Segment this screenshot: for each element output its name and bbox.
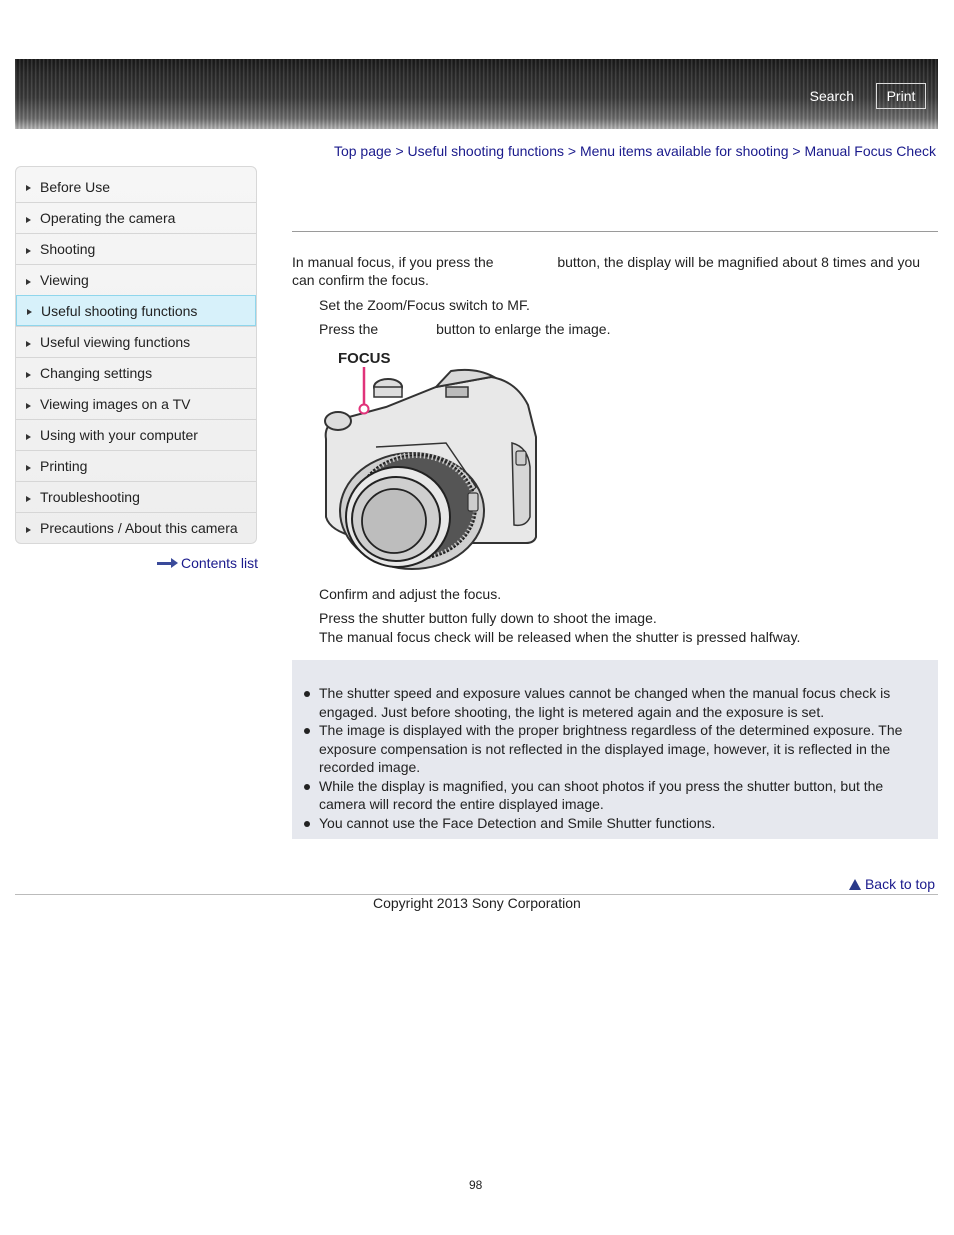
notes-box bbox=[292, 660, 938, 839]
note-item bbox=[292, 777, 938, 814]
triangle-right-icon bbox=[26, 217, 31, 223]
sidebar-item-label: Using with your computer bbox=[40, 427, 198, 443]
focus-callout-label: FOCUS bbox=[338, 350, 391, 367]
triangle-right-icon bbox=[26, 496, 31, 502]
triangle-right-icon bbox=[26, 341, 31, 347]
header-bar bbox=[15, 59, 938, 129]
bullet-icon bbox=[304, 784, 310, 790]
triangle-right-icon bbox=[26, 403, 31, 409]
breadcrumb-separator: > bbox=[395, 143, 404, 159]
breadcrumb-top-page[interactable]: Top page bbox=[333, 143, 392, 159]
back-to-top-label: Back to top bbox=[864, 876, 935, 892]
copyright-text: Copyright 2013 Sony Corporation bbox=[373, 895, 581, 911]
note-item bbox=[292, 684, 938, 721]
note-item bbox=[292, 721, 938, 777]
sidebar-nav bbox=[15, 166, 257, 544]
sidebar-item-label: Operating the camera bbox=[40, 210, 176, 226]
sidebar-item-label: Viewing bbox=[40, 272, 89, 288]
contents-list-link[interactable] bbox=[157, 555, 258, 571]
breadcrumb-separator: > bbox=[567, 143, 577, 159]
sidebar-item-label: Useful shooting functions bbox=[41, 302, 198, 319]
step-4-line-1: Press the shutter button fully down to shoot the image. bbox=[319, 610, 657, 626]
breadcrumb bbox=[334, 143, 936, 159]
sidebar-item-changing-settings[interactable] bbox=[16, 357, 256, 388]
triangle-right-icon bbox=[26, 279, 31, 285]
breadcrumb-useful-shooting-functions[interactable]: Useful shooting functions bbox=[407, 143, 564, 159]
contents-list-label: Contents list bbox=[181, 555, 259, 571]
breadcrumb-menu-items[interactable]: Menu items available for shooting bbox=[579, 143, 789, 159]
arrow-right-icon bbox=[157, 558, 179, 568]
breadcrumb-manual-focus-check[interactable]: Manual Focus Check bbox=[804, 143, 936, 159]
camera-illustration bbox=[316, 347, 540, 573]
sidebar-item-label: Before Use bbox=[40, 178, 111, 195]
print-button[interactable]: Print bbox=[876, 83, 926, 109]
sidebar-item-useful-shooting-functions[interactable] bbox=[16, 295, 256, 326]
bullet-icon bbox=[304, 821, 310, 827]
triangle-right-icon bbox=[26, 185, 31, 191]
sidebar-item-shooting[interactable] bbox=[16, 233, 256, 264]
sidebar-item-label: Precautions / About this camera bbox=[40, 520, 238, 536]
triangle-right-icon bbox=[26, 248, 31, 254]
note-text: The image is displayed with the proper brightness regardless of the determined exposure. The exposure compensation is not reflected in the displayed image, however, it is reflected in the recorded image. bbox=[319, 722, 903, 775]
sidebar-item-before-use[interactable] bbox=[16, 167, 256, 202]
sidebar-item-using-with-computer[interactable] bbox=[16, 419, 256, 450]
sidebar-item-useful-viewing-functions[interactable] bbox=[16, 326, 256, 357]
sidebar-item-operating-the-camera[interactable] bbox=[16, 202, 256, 233]
step-1: Set the Zoom/Focus switch to MF. bbox=[319, 297, 530, 313]
note-text: You cannot use the Face Detection and Smile Shutter functions. bbox=[319, 814, 716, 831]
note-text: While the display is magnified, you can shoot photos if you press the shutter button, but the camera will record the entire displayed image. bbox=[319, 777, 884, 812]
sidebar-item-precautions[interactable] bbox=[16, 512, 256, 543]
sidebar-item-label: Troubleshooting bbox=[40, 489, 140, 505]
triangle-right-icon bbox=[26, 527, 31, 533]
sidebar-item-troubleshooting[interactable] bbox=[16, 481, 256, 512]
sidebar-item-printing[interactable] bbox=[16, 450, 256, 481]
notes-list bbox=[292, 684, 938, 832]
step-2-text-start: Press the bbox=[319, 321, 379, 337]
up-arrow-icon bbox=[849, 879, 861, 890]
note-text: The shutter speed and exposure values cannot be changed when the manual focus check is engaged. Just before shooting, the light is metered again and the exposure is set. bbox=[319, 685, 891, 720]
sidebar-item-label: Useful viewing functions bbox=[40, 334, 191, 350]
title-divider bbox=[292, 231, 938, 232]
sidebar-item-viewing[interactable] bbox=[16, 264, 256, 295]
triangle-right-icon bbox=[26, 434, 31, 440]
step-2 bbox=[319, 320, 610, 339]
back-to-top-link[interactable] bbox=[849, 876, 935, 892]
step-4-line-2: The manual focus check will be released when the shutter is pressed halfway. bbox=[319, 629, 801, 645]
triangle-right-icon bbox=[27, 309, 32, 315]
intro-paragraph bbox=[292, 253, 932, 289]
bullet-icon bbox=[304, 691, 310, 697]
triangle-right-icon bbox=[26, 372, 31, 378]
search-link[interactable]: Search bbox=[809, 88, 854, 104]
note-item bbox=[292, 814, 938, 833]
bullet-icon bbox=[304, 728, 310, 734]
sidebar-item-label: Viewing images on a TV bbox=[40, 396, 191, 412]
step-4 bbox=[319, 609, 800, 647]
triangle-right-icon bbox=[26, 465, 31, 471]
breadcrumb-separator: > bbox=[792, 143, 801, 159]
sidebar-item-label: Printing bbox=[40, 458, 88, 474]
intro-text-end: button, the display will be magnified about 8 times and you can confirm the focus. bbox=[292, 254, 921, 288]
sidebar-item-viewing-images-on-tv[interactable] bbox=[16, 388, 256, 419]
page-number: 98 bbox=[469, 1178, 483, 1192]
step-2-text-end: button to enlarge the image. bbox=[436, 321, 611, 337]
step-3: Confirm and adjust the focus. bbox=[319, 586, 502, 602]
sidebar-item-label: Shooting bbox=[40, 241, 96, 257]
intro-text-start: In manual focus, if you press the bbox=[292, 254, 494, 270]
sidebar-item-label: Changing settings bbox=[40, 365, 153, 381]
